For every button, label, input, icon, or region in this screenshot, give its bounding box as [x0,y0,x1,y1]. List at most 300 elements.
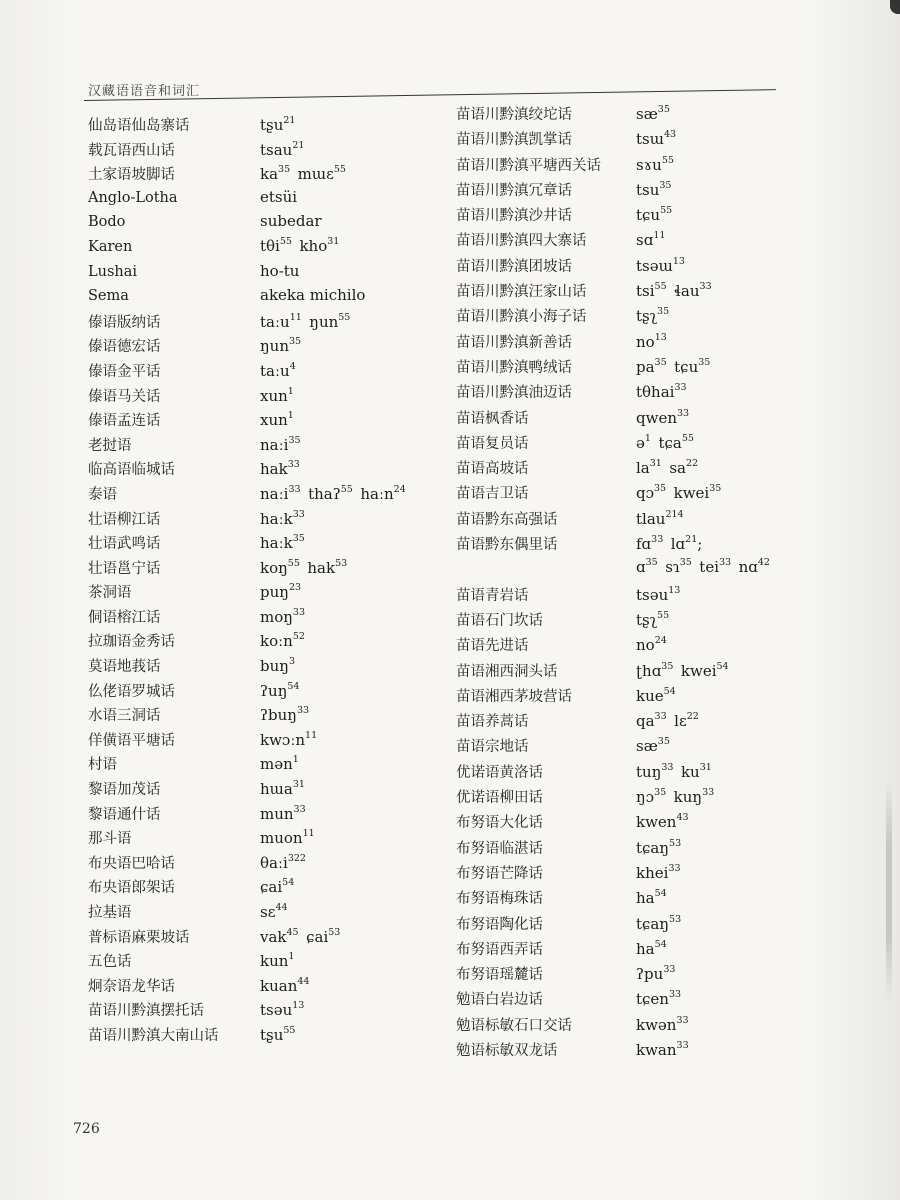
language-name: 苗语高坡话 [456,461,529,478]
entry-row [456,558,806,583]
form-segment: kuŋ [673,788,703,807]
language-name: 泰语 [88,486,117,503]
form-segment: akeka michilo [260,286,366,305]
tone-number: 53 [328,926,341,938]
entry-row [88,852,448,877]
language-name: 勉语白岩边话 [456,992,543,1009]
language-name: 仙岛语仙岛寨话 [88,118,190,134]
form-segment: kun [260,952,289,971]
entry-row [456,381,806,406]
form-segment: thaʔ [308,484,341,503]
word-form [636,206,672,224]
language-name: 老挝语 [88,437,132,454]
form-segment: qa [636,712,655,731]
tone-number: 11 [653,230,666,242]
language-name: 苗语湘西茅坡营话 [456,688,572,705]
tone-number: 35 [278,164,291,176]
form-segment: ; [697,535,703,554]
form-segment: ʔbuŋ [260,706,297,725]
form-segment: no [636,332,655,351]
word-form [260,1026,295,1044]
word-form [636,662,729,680]
word-form [260,387,294,405]
tone-number: 55 [287,557,300,569]
language-name: 勉语标敏双龙话 [456,1042,558,1059]
entry-row [88,458,448,483]
form-segment: taːu [260,361,290,380]
tone-number: 35 [657,736,670,748]
form-segment: sɤu [636,155,662,174]
word-form [260,510,305,528]
word-form [636,459,698,477]
form-segment: qɔ [636,484,655,503]
form-segment: kwen [636,813,677,832]
entry-row [456,229,806,254]
language-name: 傣语金平话 [88,363,161,380]
language-name: 苗语川黔滇绞坨话 [456,107,572,123]
word-form [260,952,294,970]
entry-row [456,913,806,938]
tone-number: 44 [297,975,310,987]
word-form [260,436,301,454]
language-name: 临高语临城话 [88,462,175,479]
language-name: Karen [88,238,133,255]
word-form [260,188,297,206]
tone-number: 31 [699,761,712,773]
margin-shadow [886,780,892,1000]
form-segment: kwɔːn [260,730,306,749]
form-segment: ɑ [636,558,646,577]
language-name: 苗语川黔滇新善话 [456,334,572,351]
form-segment: la [636,459,650,478]
tone-number: 35 [645,557,658,569]
page-edge-mark [890,0,900,14]
entry-row [456,584,806,609]
form-segment: mɯɛ [297,165,334,184]
form-segment: ha [636,889,655,908]
form-segment: khei [636,863,669,882]
tone-number: 33 [676,1039,689,1051]
entry-row [88,827,448,852]
form-segment: tsəu [636,585,669,604]
tone-number: 45 [286,926,299,938]
word-form [636,813,689,831]
tone-number: 33 [702,787,715,799]
word-form [636,915,681,933]
word-form [260,854,306,872]
language-name: 土家语坡脚话 [88,167,175,184]
tone-number: 13 [654,331,667,343]
entry-row [88,753,448,778]
form-segment: kwei [673,484,710,503]
form-segment: moŋ [260,607,293,626]
entry-row [88,237,448,262]
language-name: 布努语西弄话 [456,941,543,958]
entry-row [456,128,806,153]
tone-number: 54 [716,660,729,672]
language-name: 苗语川黔滇沙井话 [456,208,572,225]
entry-row [456,204,806,229]
language-name: 布努语大化话 [456,815,543,832]
word-form [636,282,712,300]
word-form [636,535,702,553]
tone-number: 54 [654,888,667,900]
tone-number: 55 [333,164,346,176]
form-segment: ŋun [260,337,289,356]
entry-row [88,212,448,237]
form-segment: mən [260,755,293,774]
entry-row [88,139,448,164]
entry-row [88,557,448,582]
word-form [260,755,299,773]
entry-row [456,887,806,912]
form-segment: tʂu [260,116,284,134]
tone-number: 11 [289,311,302,323]
word-form [636,990,681,1008]
tone-number: 31 [327,235,340,247]
entry-row [456,786,806,811]
form-segment: mun [260,804,294,823]
language-name: 苗语川黔滇汪家山话 [456,284,587,301]
tone-number: 33 [296,705,310,717]
word-form [260,460,300,478]
form-segment: ɕai [260,878,283,897]
entry-row [456,710,806,735]
word-form [260,583,301,601]
tone-number: 33 [292,606,306,618]
entry-row [88,360,448,385]
form-segment: ho-tu [260,261,300,280]
language-name: 佯僙语平塘话 [88,732,175,749]
form-segment: puŋ [260,583,289,602]
form-segment: ɬau [674,282,700,301]
language-name: 苗语复员话 [456,435,529,452]
language-name: 苗语宗地话 [456,739,529,756]
tone-number: 55 [338,311,351,323]
word-form [260,632,305,650]
entry-row [456,533,806,558]
form-segment: qwen [636,408,677,427]
word-form [260,313,350,331]
tone-number: 33 [287,459,300,471]
entry-row [456,356,806,381]
entry-row [456,508,806,533]
language-name: 苗语川黔滇摆托话 [88,1003,204,1020]
form-segment: sa [669,459,686,478]
form-segment: sæ [636,105,658,123]
form-segment: naːi [260,484,289,503]
language-name: 苗语黔东高强话 [456,511,558,528]
entry-row [456,735,806,760]
tone-number: 3 [288,656,295,668]
form-segment: tei [699,558,719,577]
language-name: 苗语川黔滇小海子话 [456,309,587,326]
language-name: 苗语川黔滇冗章话 [456,182,572,199]
language-name: 苗语石门坎话 [456,612,543,629]
language-name: 苗语黔东偶里话 [456,537,558,554]
tone-number: 21 [283,115,296,126]
tone-number: 31 [649,458,662,470]
language-name: 莫语地莪话 [88,659,161,676]
language-name: 仫佬语罗城话 [88,683,175,700]
word-form [636,712,699,730]
tone-number: 35 [292,533,305,545]
tone-number: 35 [288,336,302,348]
form-segment: ə [636,433,645,452]
form-segment: kwən [636,1015,677,1034]
language-name: Anglo-Lotha [88,189,178,206]
word-form [636,105,670,123]
form-segment: haːk [260,534,293,553]
tone-number: 33 [668,862,681,874]
entry-row [88,778,448,803]
word-form [260,977,309,995]
form-segment: tʂʅ [636,307,658,326]
tone-number: 24 [654,635,667,647]
entry-row [456,432,806,457]
word-form [260,878,294,896]
tone-number: 21 [292,139,305,151]
form-segment: xun [260,386,288,405]
tone-number: 214 [665,508,684,520]
tone-number: 1 [292,754,299,766]
form-segment: ku [680,762,700,781]
form-segment: tsau [260,140,293,159]
entry-row [88,434,448,459]
form-segment: lɛ [674,712,687,731]
entry-row [88,729,448,754]
language-name: 拉珈语金秀话 [88,634,175,651]
form-segment: tsu [636,180,660,199]
entry-row [88,114,448,139]
word-form [260,657,295,675]
form-segment: tsɯ [636,130,664,149]
tone-number: 53 [335,557,348,569]
word-form [636,510,684,528]
tone-number: 52 [292,631,305,643]
language-name: 苗语川黔滇油迈话 [456,385,572,402]
word-form [636,940,667,958]
word-form [260,165,346,183]
word-form [260,559,347,577]
tone-number: 55 [660,205,673,217]
entry-row [88,876,448,901]
entry-row [456,280,806,305]
language-name: Lushai [88,263,138,280]
language-name: 傣语德宏话 [88,339,161,356]
language-name: 壮语武鸣话 [88,536,161,553]
word-form [260,286,365,304]
form-segment: xun [260,411,288,430]
form-segment: haːk [260,509,293,528]
form-segment: sæ [636,737,658,756]
form-segment: tɕu [636,206,661,225]
word-form [636,611,669,629]
form-segment: hak [307,558,336,577]
tone-number: 35 [654,356,667,368]
entry-row [456,988,806,1013]
word-form [636,864,681,882]
word-form [636,1016,689,1034]
language-name: 傣语马关话 [88,388,161,405]
tone-number: 35 [698,356,711,368]
word-form [260,903,288,921]
tone-number: 35 [661,660,674,672]
left-column [88,114,448,1049]
entry-row [456,179,806,204]
form-segment: pa [636,357,655,376]
language-name: 布央语巴哈话 [88,855,175,872]
language-name: 布努语梅珠话 [456,891,543,908]
form-segment: tθhai [636,383,675,402]
word-form [260,212,322,230]
form-segment: kuan [260,976,298,995]
entry-row [456,305,806,330]
form-segment: buŋ [260,657,289,676]
form-segment: kho [299,236,328,255]
form-segment: taːu [260,312,290,331]
form-segment: vak [260,927,287,946]
tone-number: 35 [679,557,692,569]
form-segment: ka [260,165,279,184]
tone-number: 55 [661,154,674,166]
language-name: 优诺语黄洛话 [456,764,543,781]
tone-number: 1 [287,410,294,422]
word-form [636,687,676,705]
form-segment: tɕu [674,357,699,376]
form-segment: tʂʅ [636,610,658,629]
form-segment: tɕa [658,433,682,452]
entry-row [456,154,806,179]
word-form [260,805,306,823]
form-segment: haːn [360,484,394,503]
entry-row [456,963,806,988]
word-form [260,706,309,724]
form-segment: ʈhɑ [636,661,662,680]
word-form [636,636,667,654]
word-form [260,829,315,847]
tone-number: 33 [292,508,305,520]
tone-number: 1 [644,432,651,444]
tone-number: 35 [659,179,672,191]
word-form [636,333,667,351]
tone-number: 33 [663,964,676,976]
tone-number: 35 [654,483,667,495]
language-name: Sema [88,288,129,305]
entry-row [88,999,448,1024]
language-name: 黎语通什话 [88,806,161,823]
entry-row [456,1014,806,1039]
word-form [636,788,714,806]
form-segment: tɕaŋ [636,838,670,857]
entry-row [88,926,448,951]
tone-number: 33 [293,803,306,815]
language-name: 普标语麻栗坡话 [88,929,190,946]
entry-row [456,862,806,887]
tone-number: 31 [292,779,305,791]
entry-row [88,680,448,705]
language-name: 布努语陶化话 [456,916,543,933]
language-name: 布努语临湛话 [456,840,543,857]
form-segment: tsəɯ [636,256,673,275]
tone-number: 54 [663,685,676,697]
language-name: 苗语川黔滇团坡话 [456,258,572,275]
language-name: 布努语芒降话 [456,865,543,882]
tone-number: 1 [287,385,294,397]
word-form [260,928,340,946]
tone-number: 22 [686,711,699,723]
tone-number: 33 [668,989,682,1001]
word-form [260,731,317,749]
language-name: 苗语青岩话 [456,587,529,604]
tone-number: 24 [393,483,406,495]
word-form [636,181,671,199]
tone-number: 43 [663,129,677,141]
form-segment: sɛ [260,903,276,921]
form-segment: tuŋ [636,762,662,781]
tone-number: 33 [651,534,664,546]
word-form [636,586,680,604]
tone-number: 35 [709,483,722,495]
word-form [636,558,770,576]
form-segment: koːn [260,632,293,651]
word-form [260,1001,304,1019]
word-form [636,409,689,427]
word-form [260,337,301,355]
tone-number: 44 [275,902,288,913]
entry-row [88,163,448,188]
entry-row [456,103,806,128]
language-name: 苗语吉卫话 [456,486,529,503]
entry-row [88,532,448,557]
language-name: 炯奈语龙华话 [88,978,175,995]
form-segment: muon [260,829,303,848]
entry-row [456,255,806,280]
language-name: 拉基语 [88,905,132,921]
form-segment: subedar [260,212,322,231]
word-form [636,763,712,781]
entry-row [456,457,806,482]
tone-number: 35 [657,104,670,115]
tone-number: 54 [287,680,300,692]
language-name: 优诺语柳田话 [456,790,543,807]
entry-row [88,311,448,336]
tone-number: 21 [685,534,698,546]
entry-row [88,704,448,729]
word-form [636,1041,689,1059]
word-form [260,411,294,429]
language-name: 侗语榕江话 [88,609,161,626]
entry-row [88,606,448,631]
form-segment: etsüi [260,187,298,206]
form-segment: tlau [636,509,666,528]
form-segment: fɑ [636,535,652,554]
tone-number: 13 [672,255,685,267]
tone-number: 11 [305,729,318,741]
form-segment: kwan [636,1040,677,1059]
form-segment: kwei [680,661,717,680]
tone-number: 55 [657,609,670,621]
form-segment: hɯa [260,780,293,799]
tone-number: 13 [292,1000,305,1012]
entry-row [88,409,448,434]
language-name: Bodo [88,214,126,231]
form-segment: tɕen [636,990,669,1009]
entry-row [456,634,806,659]
form-segment: ɕai [306,927,329,946]
tone-number: 13 [668,584,681,596]
tone-number: 322 [287,852,306,864]
